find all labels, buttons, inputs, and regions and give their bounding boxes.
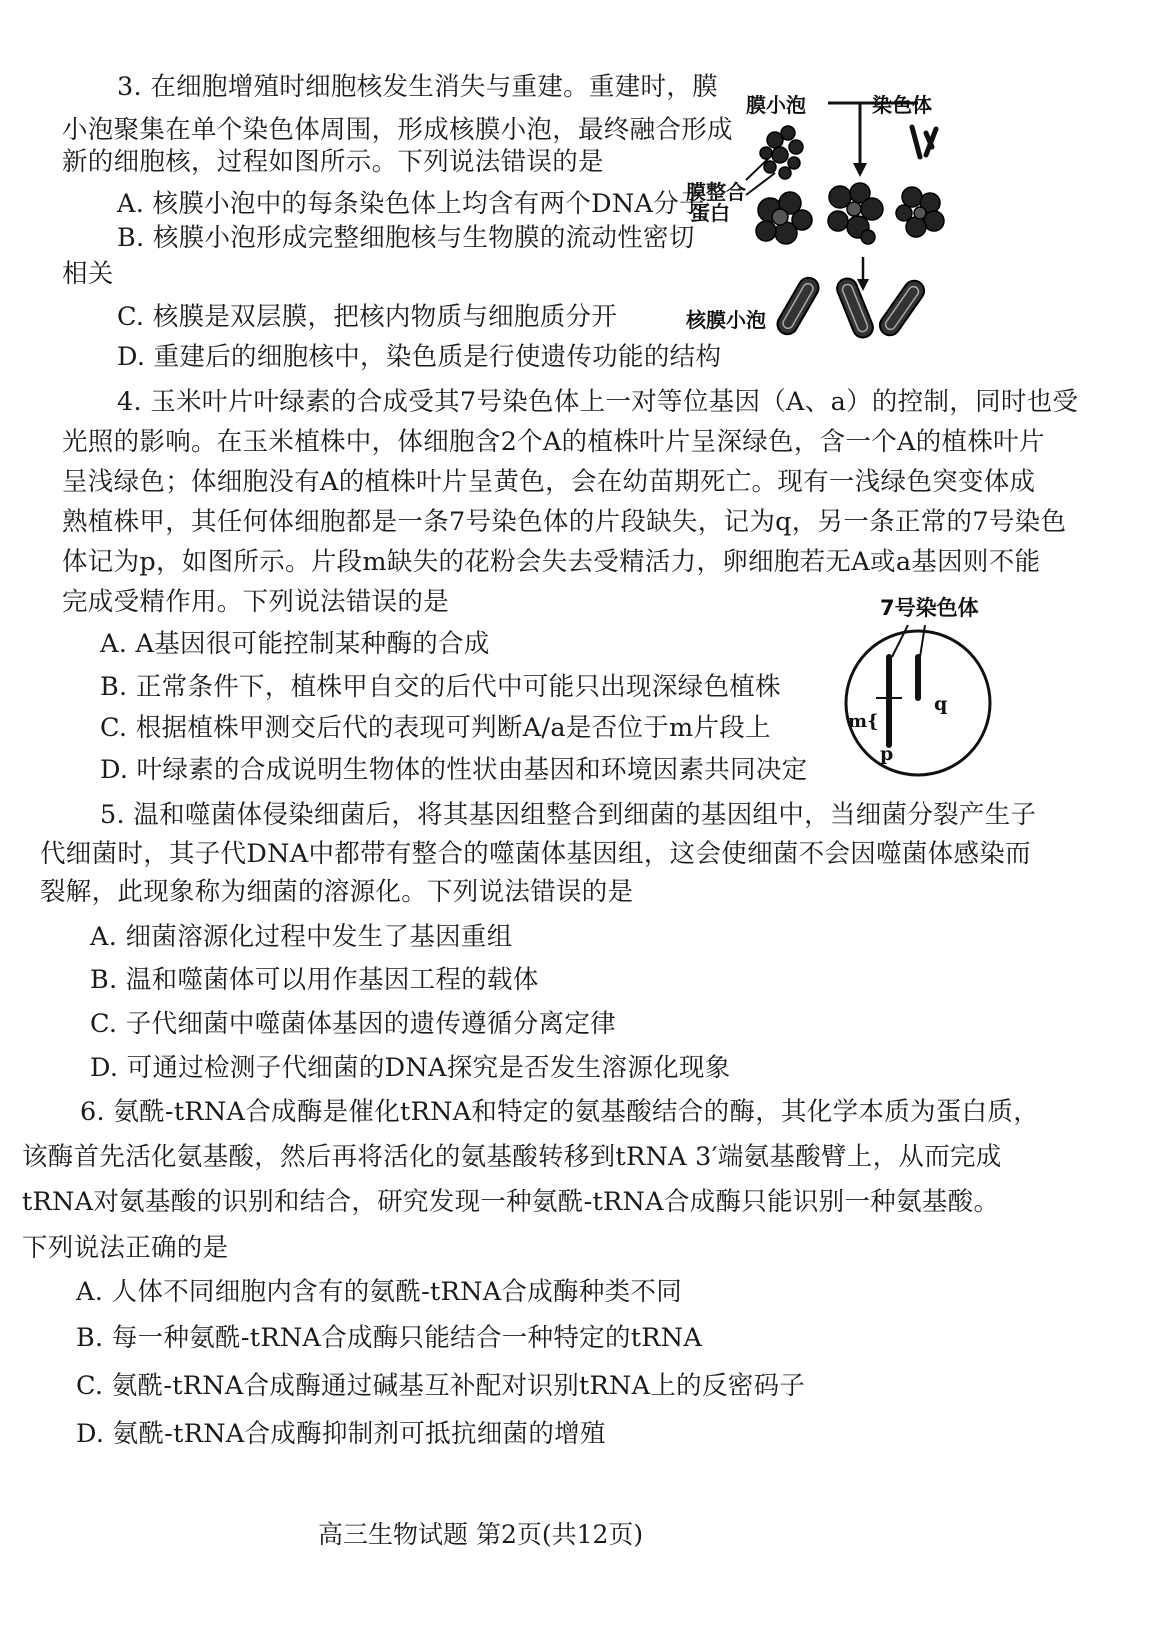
vesicle-cluster-2 <box>828 183 883 244</box>
q5-stem-line-3: 裂解，此现象称为细菌的溶源化。下列说法错误的是 <box>40 877 634 907</box>
q3-stem-line-3: 新的细胞核，过程如图所示。下列说法错误的是 <box>62 147 604 177</box>
q3-option-a: A. 核膜小泡中的每条染色体上均含有两个DNA分子 <box>117 189 705 219</box>
q3-stem-line-1: 3. 在细胞增殖时细胞核发生消失与重建。重建时，膜 <box>117 72 718 102</box>
q3-stem-line-2: 小泡聚集在单个染色体周围，形成核膜小泡，最终融合形成 <box>62 115 733 145</box>
q4-option-b: B. 正常条件下，植株甲自交的后代中可能只出现深绿色植株 <box>100 672 781 702</box>
label-integrin-2: 蛋白 <box>690 201 730 225</box>
q3-option-d: D. 重建后的细胞核中，染色质是行使遗传功能的结构 <box>117 342 722 372</box>
label-membrane-vesicle: 膜小泡 <box>746 93 806 117</box>
q5-stem-line-2: 代细菌时，其子代DNA中都带有整合的噬菌体基因组，这会使细菌不会因噬菌体感染而 <box>40 839 1031 869</box>
page-footer: 高三生物试题 第2页(共12页) <box>318 1520 644 1549</box>
q6-option-b: B. 每一种氨酰-tRNA合成酶只能结合一种特定的tRNA <box>76 1323 703 1353</box>
q5-option-a: A. 细菌溶源化过程中发生了基因重组 <box>90 922 513 952</box>
label-chromosome-7: 7号染色体 <box>880 596 979 620</box>
label-m-segment: m{ <box>848 711 879 732</box>
q5-stem-line-1: 5. 温和噬菌体侵染细菌后，将其基因组整合到细菌的基因组中，当细菌分裂产生子 <box>100 800 1037 830</box>
q6-option-d: D. 氨酰-tRNA合成酶抑制剂可抵抗细菌的增殖 <box>76 1419 606 1449</box>
label-chromosome: 染色体 <box>872 93 932 117</box>
q4-stem-line-2: 光照的影响。在玉米植株中，体细胞含2个A的植株叶片呈深绿色，含一个A的植株叶片 <box>62 427 1045 457</box>
q4-option-c: C. 根据植株甲测交后代的表现可判断A/a是否位于m片段上 <box>100 713 771 743</box>
cell-outline <box>846 631 990 775</box>
label-p: p <box>880 743 894 765</box>
q5-option-b: B. 温和噬菌体可以用作基因工程的载体 <box>90 965 539 995</box>
q5-option-d: D. 可通过检测子代细菌的DNA探究是否发生溶源化现象 <box>90 1053 731 1083</box>
q3-option-b-cont: 相关 <box>62 259 114 289</box>
q6-stem-line-3: tRNA对氨基酸的识别和结合，研究发现一种氨酰-tRNA合成酶只能识别一种氨基酸。 <box>22 1187 1000 1217</box>
vesicle-cluster-1 <box>756 192 812 244</box>
q3-option-b: B. 核膜小泡形成完整细胞核与生物膜的流动性密切 <box>117 223 695 253</box>
label-nuclear-vesicle: 核膜小泡 <box>686 308 766 332</box>
arrow-down-icon <box>853 163 867 177</box>
label-q: q <box>934 693 948 715</box>
chromosome-diagram-svg <box>830 595 1000 785</box>
q4-option-a: A. A基因很可能控制某种酶的合成 <box>100 629 490 659</box>
vesicle-cluster-top <box>760 126 803 179</box>
q6-option-c: C. 氨酰-tRNA合成酶通过碱基互补配对识别tRNA上的反密码子 <box>76 1371 806 1401</box>
q6-option-a: A. 人体不同细胞内含有的氨酰-tRNA合成酶种类不同 <box>76 1277 683 1307</box>
q4-stem-line-3: 呈浅绿色；体细胞没有A的植株叶片呈黄色，会在幼苗期死亡。现有一浅绿色突变体成 <box>62 467 1036 497</box>
q6-stem-line-2: 该酶首先活化氨基酸，然后再将活化的氨基酸转移到tRNA 3′端氨基酸臂上，从而完成 <box>22 1142 1002 1172</box>
q4-option-d: D. 叶绿素的合成说明生物体的性状由基因和环境因素共同决定 <box>100 755 808 785</box>
q6-stem-line-4: 下列说法正确的是 <box>22 1233 229 1263</box>
q6-stem-line-1: 6. 氨酰-tRNA合成酶是催化tRNA和特定的氨基酸结合的酶，其化学本质为蛋白质， <box>80 1097 1040 1127</box>
q4-stem-line-6: 完成受精作用。下列说法错误的是 <box>62 587 450 617</box>
nuclear-vesicles <box>774 274 928 340</box>
vesicle-cluster-3 <box>896 187 944 237</box>
q4-stem-line-5: 体记为p，如图所示。片段m缺失的花粉会失去受精活力，卵细胞若无A或a基因则不能 <box>62 547 1041 577</box>
q5-option-c: C. 子代细菌中噬菌体基因的遗传遵循分离定律 <box>90 1009 616 1039</box>
q4-stem-line-4: 熟植株甲，其任何体细胞都是一条7号染色体的片段缺失，记为q，另一条正常的7号染色 <box>62 507 1067 537</box>
q3-option-c: C. 核膜是双层膜，把核内物质与细胞质分开 <box>117 302 618 332</box>
label-integrin-1: 膜整合 <box>686 180 746 204</box>
chromosome-7-figure <box>830 595 1000 785</box>
nuclear-reassembly-figure <box>686 85 990 355</box>
q4-stem-line-1: 4. 玉米叶片叶绿素的合成受其7号染色体上一对等位基因（A、a）的控制，同时也受 <box>117 387 1079 417</box>
